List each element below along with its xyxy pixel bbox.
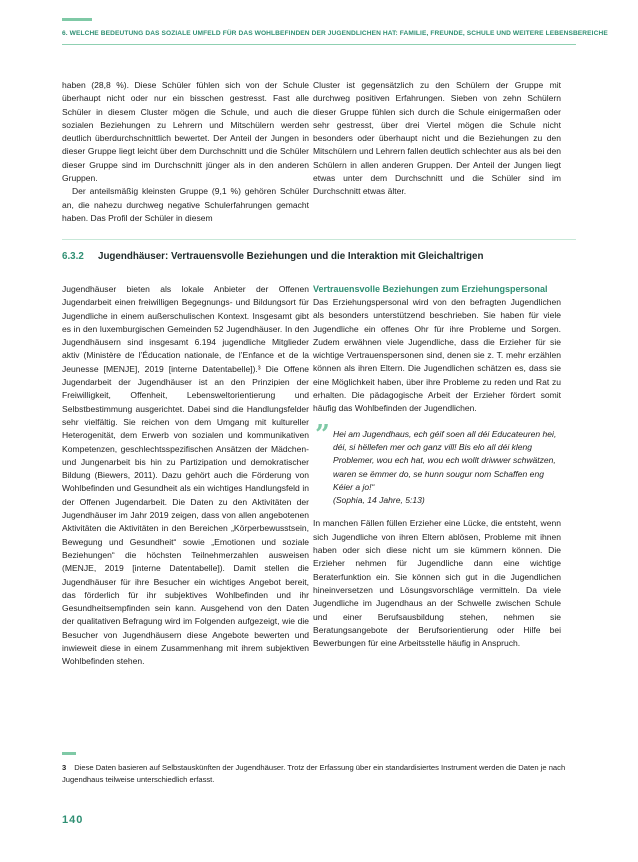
paragraph: haben (28,8 %). Diese Schüler fühlen sich von der Schule überhaupt nicht oder nur ein bisschen gestresst. Fast alle Schüler in diesem Cluster mögen die Schule, und auch die sozialen Beziehungen zu Lehrern und Mitschülern werden deutlich überdurchschnittlich bewertet. Der Anteil der Jungen in dieser Gruppe liegt leicht über dem Durchschnitt und die Schüler dieser Gruppe sind im Durchschnitt jünger als in den anderen Gruppen. [62, 80, 309, 184]
paragraph: Cluster ist gegensätzlich zu den Schülern der Gruppe mit durchweg positiven Erfahrungen. Sieben von zehn Schülern dieser Gruppe fühlen sich durch die Schule einigermaßen oder sehr gestresst, über drei Viertel mögen die Schule nicht besonders oder überhaupt nicht und die Beziehungen zu den Mitschülern und Lehrern fallen deutlich schlechter aus als bei den Schülern in allen anderen Gruppen. Der Anteil der Jungen liegt etwas unter dem Durchschnitt und die Schüler sind im Durchschnitt etwas älter. [313, 80, 562, 197]
paragraph: Jugendhäuser bieten als lokale Anbieter der Offenen Jugendarbeit einen freiwilligen Begegnungs- und Bildungsort für Jugendliche in einem außerschulischen Kontext. Insgesamt gibt es in den luxemburgischen Gemeinden 52 Jugendhäuser. In den Jugendhäusern sind insgesamt 6.194 jugendliche Mitglieder aktiv (Ministère de l’Éducation nationale, de l’Enfance et de la Jeunesse [MENJE], 2019 [interne Datentabelle]).³ Die Offene Jugendarbeit der Jugendhäuser ist an den Prinzipien der Freiwilligkeit, Offenheit, Lebensweltorientierung und Selbstbestimmung ausgerichtet. Dabei sind die Handlungsfelder sehr vielfältig. Sie reichen von dem Umgang mit kultureller Heterogenität, dem Erwerb von sozialen und kommunikativen Kompetenzen, geschlechtsspezifischen Ansätzen der Mädchen- und Jungenarbeit bis hin zu Partizipation und demokratischer Bildung (Biewers, 2011). Dazu gehört auch die Förderung von Wohlbefinden und Gesundheit als ein wichtiges Handlungsfeld in der Offenen Jugendarbeit. Die Daten zu den Aktivitäten der Jugendhäuser im Jahr 2019 zeigen, dass von allen angebotenen Aktivitäten die Aktivitäten in den Bereichen „Körperbewusstsein, Bewegung und Gesundheit“ sowie „Emotionen und soziale Beziehungen“ die höchsten Teilnehmerzahlen ausweisen (MENJE, 2019 [interne Datentabelle]). Damit stellen die Jugendhäuser für ihre Besucher ein wichtiges Angebot bereit, das förderlich für ihr subjektives Wohlbefinden und ihr Gesundheitsempfinden sein kann. Ausgehend von den Daten der qualitativen Befragung wird im Folgenden aufgezeigt, wie die Besucher von Jugendhäusern diese Angebote bewerten und inwieweit diese in einem Zusammenhang mit ihrem subjektiven Wohlbefinden stehen. [62, 284, 309, 667]
paragraph: Das Erziehungspersonal wird von den befragten Jugendlichen als besonders unterstützend beschrieben. Sie haben für viele Jugendliche ein offenes Ohr für ihre Probleme und Sorgen. Zudem erwähnen viele Jugendliche, dass die Erzieher für sie wichtige Vertrauenspersonen sind, denen sie z. T. mehr erzählen können als ihren Eltern. Die Jugendlichen schätzen es, dass sie eine Möglichkeit haben, über ihre Probleme zu reden und Rat zu erhalten. Die pädagogische Arbeit der Erzieher fördert somit häufig das Wohlbefinden der Jugendlichen. [313, 297, 561, 414]
chapter-title: 6. WELCHE BEDEUTUNG DAS SOZIALE UMFELD FÜR DAS WOHLBEFINDEN DER JUGENDLICHEN HAT: FAMILIE, FREUNDE, SCHULE UND WEITERE LEBENSBEREICHE [62, 30, 608, 37]
footnote-text: Diese Daten basieren auf Selbstauskünften der Jugendhäuser. Trotz der Erfassung über ein standardisiertes Instrument werden die Daten je nach Jugendhaus teilweise unterschiedlich erfasst. [62, 763, 566, 784]
quote-mark-icon: ” [315, 419, 330, 450]
section-divider [62, 239, 576, 240]
footnote-number: 3 [62, 763, 67, 772]
top-right-column [313, 79, 561, 199]
quote-source: (Sophia, 14 Jahre, 5:13) [333, 495, 425, 506]
body-right-column [313, 283, 561, 650]
header-accent-bar [62, 18, 92, 21]
quote-text: Hei am Jugendhaus, ech géif soen all déi Educateuren hei, déi, si hëllefen mer och ganz vill! Bis elo all déi kleng Problemer, wou ech hat, wou ech wollt driwwer schwätzen, waren se ëmmer do, se hunn sougur nom Schaffen eng Kéier a jo!“ [333, 428, 557, 492]
paragraph: In manchen Fällen füllen Erzieher eine Lücke, die entsteht, wenn sich Jugendliche von ihren Eltern ablösen, Probleme mit ihnen haben oder sich diese nicht um sie kümmern können. Die Erzieher nehmen für Jugendliche dann eine wichtige Beraterfunktion ein. Sie können sich gut in die Jugendlichen hineinversetzen und Lösungsvorschläge vermitteln. Da viele Jugendliche im Jugendhaus an der Schwelle zwischen Schule und einer Berufsausbildung stehen, nehmen sie Beratungsangebote der Berufsorientierung oder Hilfe bei Bewerbungen für eine Arbeitsstelle häufig in Anspruch. [313, 518, 561, 649]
subsection-heading: Vertrauensvolle Beziehungen zum Erziehungspersonal [313, 284, 548, 294]
body-left-column [62, 283, 309, 669]
footnote [62, 762, 576, 785]
page-number: 140 [62, 814, 84, 826]
top-left-column [62, 79, 309, 225]
header-rule [62, 44, 576, 45]
section-number: 6.3.2 [62, 251, 84, 262]
paragraph: Der anteilsmäßig kleinsten Gruppe (9,1 %) gehören Schüler an, die nahezu durchweg negative Schulerfahrungen gemacht haben. Das Profil der Schüler in diesem [62, 186, 309, 223]
section-heading [62, 249, 576, 265]
section-title: Jugendhäuser: Vertrauensvolle Beziehungen und die Interaktion mit Gleichaltrigen [98, 251, 484, 262]
footnote-accent-bar [62, 752, 76, 755]
interview-quote [313, 419, 561, 508]
